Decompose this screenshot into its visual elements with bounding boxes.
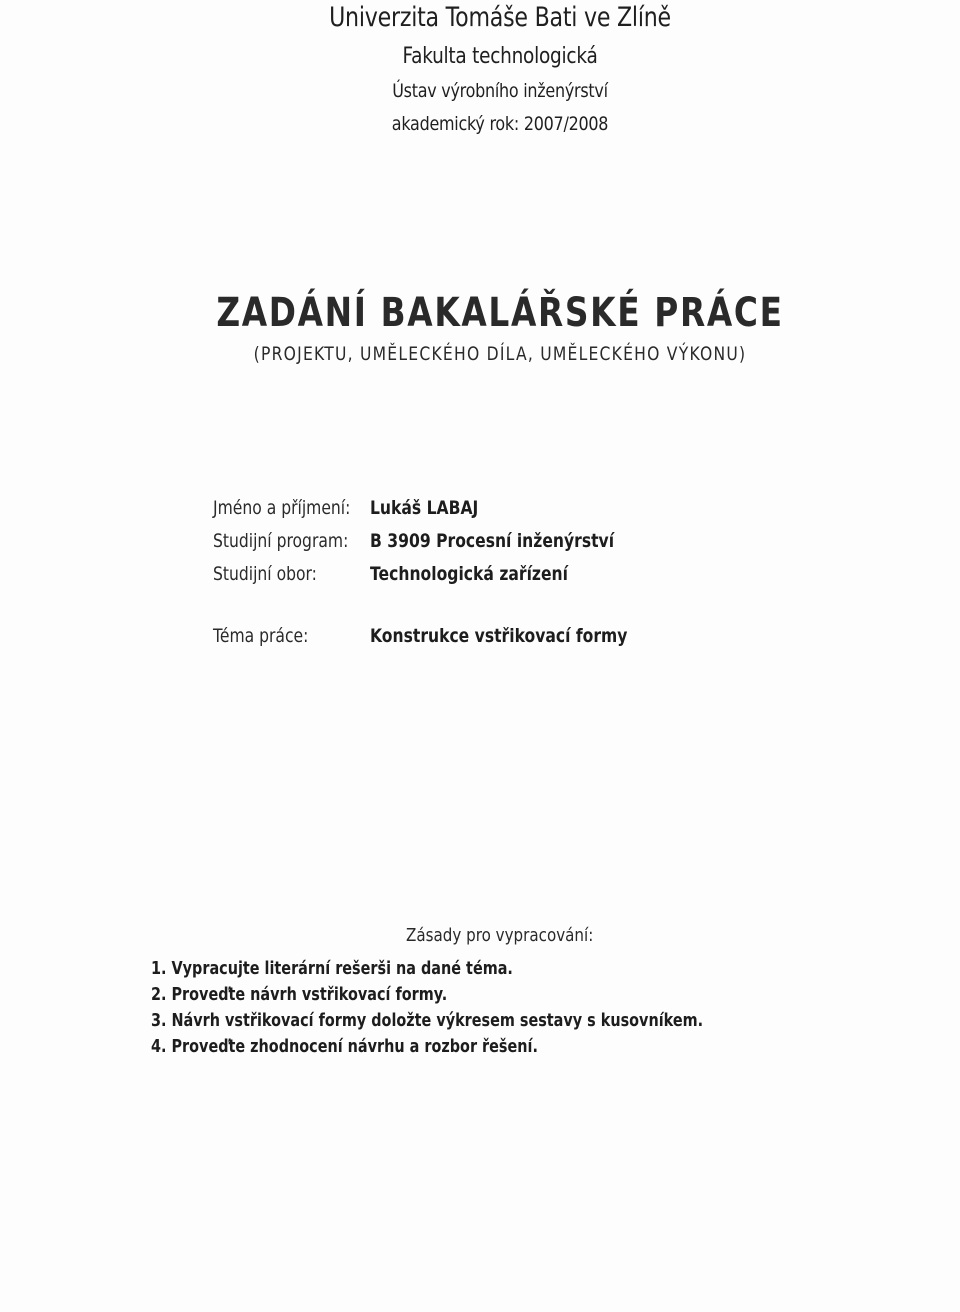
study-program-value: B 3909 Procesní inženýrství: [370, 530, 615, 552]
principles-heading: Zásady pro vypracování:: [406, 925, 594, 946]
faculty-name: Fakulta technologická: [402, 44, 598, 69]
principle-item-1: 1. Vypracujte literární rešerši na dané téma.: [151, 958, 513, 979]
principle-item-4: 4. Proveďte zhodnocení návrhu a rozbor řešení.: [151, 1036, 538, 1057]
principles-list: [151, 958, 841, 1062]
institute-name: Ústav výrobního inženýrství: [392, 80, 608, 102]
principle-item-3: 3. Návrh vstřikovací formy doložte výkresem sestavy s kusovníkem.: [151, 1010, 704, 1031]
university-name: Univerzita Tomáše Bati ve Zlíně: [329, 2, 671, 33]
study-field-value: Technologická zařízení: [370, 563, 568, 585]
principle-item-2: 2. Proveďte návrh vstřikovací formy.: [151, 984, 448, 1005]
academic-year: akademický rok: 2007/2008: [391, 113, 609, 135]
study-program-label: Studijní program:: [213, 530, 349, 552]
document-subtitle: (PROJEKTU, UMĚLECKÉHO DÍLA, UMĚLECKÉHO VÝKONU): [253, 343, 747, 365]
thesis-topic-label: Téma práce:: [213, 625, 309, 647]
study-field-label: Studijní obor:: [213, 563, 317, 585]
name-label: Jméno a příjmení:: [213, 497, 351, 519]
name-value: Lukáš LABAJ: [370, 497, 479, 519]
document-title: ZADÁNÍ BAKALÁŘSKÉ PRÁCE: [216, 290, 784, 336]
thesis-topic-value: Konstrukce vstřikovací formy: [370, 625, 628, 647]
